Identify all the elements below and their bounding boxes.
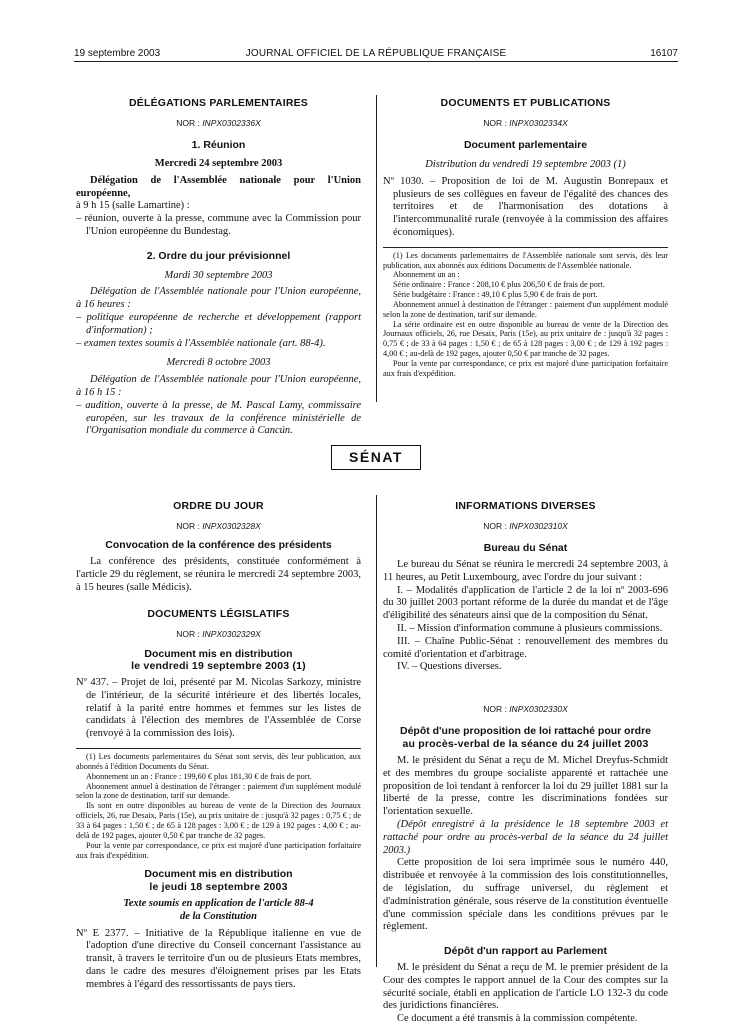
column-divider-bottom xyxy=(376,495,377,967)
footnote: (1) Les documents parlementaires du Sénat sont servis, dès leur publication, aux abonnés à l'édition Documents du Sénat. xyxy=(76,752,361,771)
rapport-text-1: M. le président du Sénat a reçu de M. le premier président de la Cour des comptes le rapport annuel de la Cour des comptes sur la sécurité sociale, établi en application de l'article LO 132-3 du code des juridictions financières. xyxy=(383,962,668,1012)
ordre-previsionnel-title: 2. Ordre du jour prévisionnel xyxy=(146,249,291,262)
nor-reference: NOR : INPX0302328X xyxy=(176,520,261,531)
nor-reference: NOR : INPX0302334X xyxy=(483,117,568,128)
footnote: Ils sont en outre disponibles au bureau de vente de la Direction des Journaux officiels, 26, rue Desaix, Paris (15e), au prix unitaire de : jusqu'à 32 pages : 0,75 € ; de 33 à 64 pages : 1,50 € ; de 65 à 128 pages : 3,00 € ; de 129 à 192 pages : 4,00 € ; au-delà de 192 pages, ajouter 0,50 € par tranche de 32 pages. xyxy=(76,801,361,840)
section-informations-diverses xyxy=(383,500,668,1026)
section-delegations xyxy=(76,97,361,438)
nor-reference: NOR : INPX0302329X xyxy=(176,629,261,640)
footnote: Pour la vente par correspondance, ce prix est majoré d'une participation forfaitaire aux frais d'expédition. xyxy=(76,840,361,860)
depot-text-3: Cette proposition de loi sera imprimée sous le numéro 440, distribuée et renvoyée à la commission des lois constitutionnelles, de législation, du suffrage universel, du règlement et d'administration générale, sous réserve de la constitution éventuelle d'une commission spéciale dans les conditions prévues par le règlement. xyxy=(383,857,668,933)
ordre-delegation-2: Délégation de l'Assemblée nationale pour l'Union européenne, à 16 h 15 : xyxy=(76,374,361,398)
document-item: Nº 437. – Projet de loi, présenté par M. Nicolas Sarkozy, ministre de l'intérieur, de la sécurité intérieure et des libertés locales, relatif à la parité entre hommes et femmes sur les listes de candidats à l'élection des membres de l'Assemblée de Corse (renvoyé à la commission des lois). xyxy=(76,677,361,740)
rapport-title: Dépôt d'un rapport au Parlement xyxy=(444,945,607,958)
rapport-text-2: Ce document a été transmis à la commission compétente. xyxy=(397,1013,638,1025)
footnote: Abonnement un an : France : 199,60 € plus 181,30 € de frais de port. xyxy=(86,771,312,781)
ordre-date-2: Mercredi 8 octobre 2003 xyxy=(166,357,271,369)
running-header xyxy=(74,48,678,62)
bureau-item-3: III. – Chaîne Public-Sénat : renouvellement des membres du comité d'orientation et d'arbitrage. xyxy=(383,635,668,660)
distribution-date-2: le jeudi 18 septembre 2003 xyxy=(149,881,288,894)
footnote: Pour la vente par correspondance, ce prix est majoré d'une participation forfaitaire aux frais d'expédition. xyxy=(383,359,668,378)
bureau-text: Le bureau du Sénat se réunira le mercredi 24 septembre 2003, à 11 heures, au Petit Luxembourg, avec l'ordre du jour suivant : xyxy=(383,558,668,583)
ordre-item-2: – examen textes soumis à l'Assemblée nationale (art. 88-4). xyxy=(76,337,326,349)
footnote: Série ordinaire : France : 208,10 € plus 206,50 € de frais de port. xyxy=(393,280,605,290)
article-title: Texte soumis en application de l'article 88-4 xyxy=(123,897,314,909)
reunion-delegation: Délégation de l'Assemblée nationale pour l'Union européenne, xyxy=(76,174,361,199)
convocation-text: La conférence des présidents, constituée conformément à l'article 29 du règlement, se réunira le mercredi 24 septembre 2003, à 15 heures (salle Médicis). xyxy=(76,555,361,593)
footnote: La série ordinaire est en outre disponible au bureau de vente de la Direction des Journaux officiels, 26, rue Desaix, Paris (15e), au prix unitaire de : jusqu'à 32 pages : 0,75 € ; de 33 à 64 pages : 1,50 € ; de 65 à 128 pages : 3,00 € ; de 129 à 192 pages : 4,00 € ; au-delà de 192 pages, ajouter 0,50 € par tranche de 32 pages. xyxy=(383,319,668,359)
depot-proposition-subtitle: au procès-verbal de la séance du 24 juillet 2003 xyxy=(402,738,649,751)
distribution-title-2: Document mis en distribution xyxy=(144,868,293,881)
document-item-2: Nº E 2377. – Initiative de la République italienne en vue de l'adoption d'une directive du Conseil concernant l'assistance au transit, à travers le territoire d'un ou de plusieurs Etats membres, dans le cadre des mesures d'éloignement prises par les Etats membres à l'égard des ressortissants de pays tiers. xyxy=(76,927,361,990)
ordre-item-1: – politique européenne de recherche et développement (rapport d'information) ; xyxy=(76,311,361,336)
bureau-item-1: I. – Modalités d'application de l'article 2 de la loi nº 2003-696 du 30 juillet 2003 portant réforme de la durée du mandat et de l'âge d'éligibilité des sénateurs ainsi que de la composition du Sénat. xyxy=(383,584,668,622)
distribution-date: le vendredi 19 septembre 2003 (1) xyxy=(131,660,306,673)
depot-proposition-title: Dépôt d'une proposition de loi rattaché pour ordre xyxy=(399,725,651,738)
senat-heading: SÉNAT xyxy=(331,445,421,470)
document-item: Nº 1030. – Proposition de loi de M. Augustin Bonrepaux et plusieurs de ses collègues en faveur de l'égalité des chances des territoires et de l'harmonisation des dotations à l'intercommunalité rurale (renvoyée à la commission des affaires économiques). xyxy=(383,175,668,238)
section-title: DOCUMENTS LÉGISLATIFS xyxy=(147,608,290,621)
reunion-item: – réunion, ouverte à la presse, commune avec la Commission pour l'Union européenne du Bundestag. xyxy=(76,213,361,237)
journal-title: JOURNAL OFFICIEL DE LA RÉPUBLIQUE FRANÇAISE xyxy=(245,48,507,59)
column-divider-top xyxy=(376,95,377,402)
nor-reference: NOR : INPX0302336X xyxy=(176,117,261,128)
ordre-item-3: – audition, ouverte à la presse, de M. Pascal Lamy, commissaire européen, sur les travaux de la conférence ministérielle de l'Organisation mondiale du commerce à Cancún. xyxy=(76,399,361,437)
bureau-title: Bureau du Sénat xyxy=(483,542,568,555)
section-title: DOCUMENTS ET PUBLICATIONS xyxy=(440,97,611,109)
depot-text-2: (Dépôt enregistré à la présidence le 18 septembre 2003 et rattaché pour ordre au procès-verbal de la séance du 24 juillet 2003.) xyxy=(383,819,668,856)
section-title: INFORMATIONS DIVERSES xyxy=(455,500,596,512)
section-ordre-du-jour xyxy=(76,500,361,992)
footnote: Abonnement annuel à destination de l'étranger : paiement d'un supplément modulé selon la zone de destination, tarif sur demande. xyxy=(383,299,668,319)
page-number: 16107 xyxy=(650,48,678,59)
reunion-title: 1. Réunion xyxy=(191,139,246,152)
ordre-delegation-1: Délégation de l'Assemblée nationale pour l'Union européenne, à 16 heures : xyxy=(76,286,361,311)
reunion-date: Mercredi 24 septembre 2003 xyxy=(154,157,283,169)
nor-reference: NOR : INPX0302310X xyxy=(483,520,568,531)
ordre-date-1: Mardi 30 septembre 2003 xyxy=(164,269,273,281)
bureau-item-2: II. – Mission d'information commune à plusieurs commissions. xyxy=(397,622,663,634)
section-title: DÉLÉGATIONS PARLEMENTAIRES xyxy=(128,97,309,109)
footnotes xyxy=(383,247,668,379)
bureau-item-4: IV. – Questions diverses. xyxy=(397,661,502,673)
distribution-title: Document mis en distribution xyxy=(144,647,293,660)
depot-text-1: M. le président du Sénat a reçu de M. Michel Dreyfus-Schmidt et des membres du groupe socialiste apparenté et rattachée une proposition de loi tendant à renforcer la loi du 29 juillet 1881 sur la liberté de la presse, contre les discriminations fondées sur l'orientation sexuelle. xyxy=(383,755,668,818)
header-date: 19 septembre 2003 xyxy=(74,48,161,59)
footnote: (1) Les documents parlementaires de l'Assemblée nationale sont servis, dès leur publication, aux abonnés aux éditions Documents de l'Assemblée nationale. xyxy=(383,250,668,270)
article-subtitle: de la Constitution xyxy=(179,910,258,922)
nor-reference: NOR : INPX0302330X xyxy=(483,704,568,715)
section-title: ORDRE DU JOUR xyxy=(173,500,264,512)
footnote: Abonnement un an : xyxy=(393,270,460,280)
distribution-date: Distribution du vendredi 19 septembre 2003 (1) xyxy=(425,158,626,170)
section-documents-publications xyxy=(383,97,668,379)
footnotes xyxy=(76,748,361,860)
reunion-time: à 9 h 15 (salle Lamartine) : xyxy=(76,200,190,212)
document-parlementaire-title: Document parlementaire xyxy=(463,139,588,152)
convocation-title: Convocation de la conférence des présidents xyxy=(105,539,332,552)
footnote: Abonnement annuel à destination de l'étranger : paiement d'un supplément modulé selon la zone de destination, tarif sur demande. xyxy=(76,781,361,801)
footnote: Série budgétaire : France : 49,10 € plus 5,90 € de frais de port. xyxy=(393,290,598,300)
